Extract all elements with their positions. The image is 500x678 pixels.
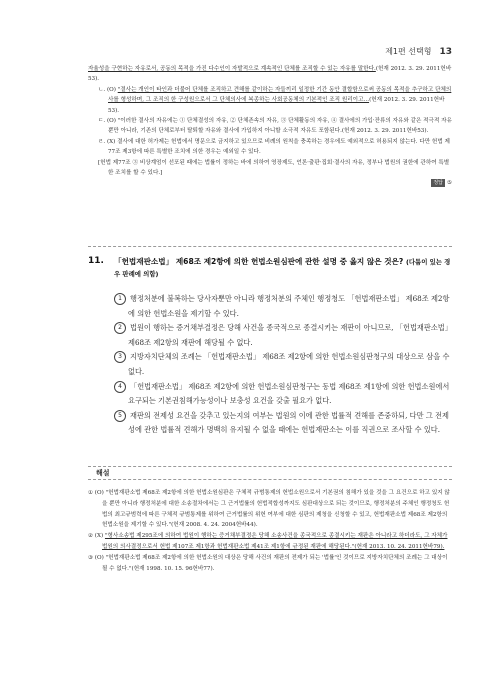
choice-number-icon: 2 — [114, 322, 126, 334]
choice-item — [114, 292, 452, 321]
item-result: (O) — [94, 490, 104, 496]
section-title: 제1편 선택형 — [385, 47, 432, 56]
citation: (헌재 2012. 3. 29. 2011헌바53). — [341, 128, 429, 135]
explanation-item — [88, 531, 452, 553]
item-text: "헌법재판소법 제68조 제2항에 의한 헌법소원심판은 구체적 규범통제의 헌법소원으로서 기본권의 침해가 있을 것을 그 요건으로 하고 있지 않을 뿐만 아니라 행정처분에 대한 소송절차에서는 그 근거법률의 헌법적합성까지도 심판대상으로 되는 것이므로, 행정처분의 주체인 행정청도 헌법의 최고규범력에 따른 구체적 규범통제를 위하여 근거법률의 위헌 여부에 대한 심판의 제청을 신청할 수 있고, 헌법재판소법 제68조 제2항의 헌법소원을 제기할 수 있다."(헌재 2008. 4. 24. 2004헌바44). — [102, 490, 450, 529]
choice-number-icon: 1 — [114, 293, 126, 305]
text: 자율성을 구현하는 자유로서, 공동의 목적을 가진 다수인이 자발적으로 계속적인 단체를 조직할 수 있는 자유를 말한다. — [88, 66, 376, 72]
answer-badge: 정답 — [433, 180, 443, 187]
choice-text: 지방자치단체의 조례는 「헌법재판소법」 제68조 제2항에 의한 헌법소원심판청구의 대상으로 삼을 수 없다. — [128, 352, 450, 376]
choice-text: 「헌법재판소법」 제68조 제2항에 의한 헌법소원심판청구는 동법 제68조 제1항에 의한 헌법소원에서 요구되는 기본권침해가능성이나 보충성 요건을 갖출 필요가 없다. — [128, 381, 450, 406]
choice-list — [114, 292, 452, 438]
text: "결사는 개인이 타인과 더불어 단체를 조직하고 견해를 같이하는 자들끼리 일정한 기간 동안 결합함으로써 공동의 목적을 추구하고 단체의사를 형성하며, 그 조직의 한 구성원으로서 그 단체의사에 복종하는 사회공동체의 기본적인 조직 원리이고… — [108, 86, 452, 104]
choice-text: 행정처분에 불복하는 당사자뿐만 아니라 행정처분의 주체인 행정청도 「헌법재판소법」 제68조 제2항에 의한 헌법소원을 제기할 수 있다. — [128, 294, 450, 318]
item-mark: ㄷ. (O) — [98, 118, 116, 125]
choice-item — [114, 380, 452, 409]
choice-item — [114, 409, 452, 438]
choice-number-icon: 4 — [114, 381, 126, 393]
paragraph — [88, 137, 452, 158]
text: 결사에 대한 허가제는 헌법에서 명문으로 금지하고 있으므로 비례의 원칙을 충족하는 경우에도 예외적으로 허용되지 않는다. 다만 헌법 제77조 제3항에 따른 특별한 조치에 의한 경우는 예외일 수 있다. — [108, 138, 450, 156]
paragraph — [88, 64, 452, 85]
question-stem: 「헌법재판소법」 제68조 제2항에 의한 헌법소원심판에 관한 설명 중 옳지 않은 것은? — [114, 257, 404, 266]
citation: (헌재 2012. 3. 29. 2011헌바53). — [108, 97, 445, 114]
item-text: "형사소송법 제295조에 의하여 법원이 행하는 증거채부결정은 당해 소송사건을 종국적으로 종결시키는 재판은 아니라고 하더라도, 그 자체가 법원의 의사결정으로서 헌법 제107조 제1항과 헌법재판소법 제41조 제1항에 규정된 재판에 해당된다."(헌재 2013. 10. 24. 2011헌바79). — [102, 533, 448, 550]
text: [헌법 제77조 ③ 비상계엄이 선포된 때에는 법률이 정하는 바에 의하여 영장제도, 언론·출판·집회·결사의 자유, 정부나 법원의 권한에 관하여 특별한 조치를 할 수 있다.] — [98, 159, 450, 177]
question-text — [114, 256, 452, 280]
choice-number-icon: 5 — [114, 410, 126, 422]
paragraph — [88, 158, 452, 179]
answer-number: ⑤ — [446, 180, 452, 187]
previous-explanation — [88, 64, 452, 189]
citation: (헌재 2012. 3. 29. 2011헌바53). — [88, 66, 452, 83]
item-mark: ② — [88, 533, 94, 540]
item-mark: ㄹ. (X) — [98, 138, 116, 145]
item-mark: ③ — [88, 554, 94, 561]
choice-text: 재판의 전제성 요건을 갖추고 있는지의 여부는 법원의 이에 관한 법률적 견해를 존중하되, 다만 그 전제성에 관한 법률적 견해가 명백히 유지될 수 없을 때에는 헌법재판소는 이를 직권으로 조사할 수 있다. — [128, 410, 449, 435]
explanation-item — [88, 553, 452, 575]
item-mark: ㄴ. (O) — [98, 86, 116, 93]
page-number: 13 — [439, 46, 452, 57]
divider — [88, 246, 452, 247]
paragraph — [88, 85, 452, 116]
item-text: "헌법재판소법 제68조 제2항에 의한 헌법소원의 대상은 당해 사건의 재판의 전제가 되는 '법률'인 것이므로 지방자치단체의 조례는 그 대상이 될 수 없다."(헌재 1998. 10. 15. 96헌바77). — [102, 554, 448, 572]
choice-number-icon: 3 — [114, 351, 126, 363]
answer-line — [88, 178, 452, 188]
item-result: (X) — [94, 533, 104, 540]
text: "이러한 결사의 자유에는 ① 단체결성의 자유, ② 단체존속의 자유, ③ 단체활동의 자유, ④ 결사에의 가입·잔류의 자유와 같은 적극적 자유뿐만 아니라, 기존의 단체로부터 탈퇴할 자유와 결사에 가입하지 아니할 소극적 자유도 포함된다. — [108, 118, 452, 135]
choice-item — [114, 350, 452, 379]
paragraph — [88, 116, 452, 137]
question-note: (다툼이 있는 경우 판례에 의함) — [114, 258, 451, 278]
explanation-heading: 해설 — [88, 466, 452, 480]
question-number: 11. — [88, 256, 104, 266]
explanation-list — [88, 488, 452, 574]
choice-item — [114, 321, 452, 350]
explanation-item — [88, 488, 452, 531]
item-result: (O) — [94, 554, 104, 561]
page-header — [385, 46, 452, 57]
choice-text: 법원이 행하는 증거채부결정은 당해 사건을 종국적으로 종결시키는 재판이 아니므로, 「헌법재판소법」 제68조 제2항의 재판에 해당될 수 없다. — [128, 323, 452, 347]
item-mark: ① — [88, 490, 94, 496]
